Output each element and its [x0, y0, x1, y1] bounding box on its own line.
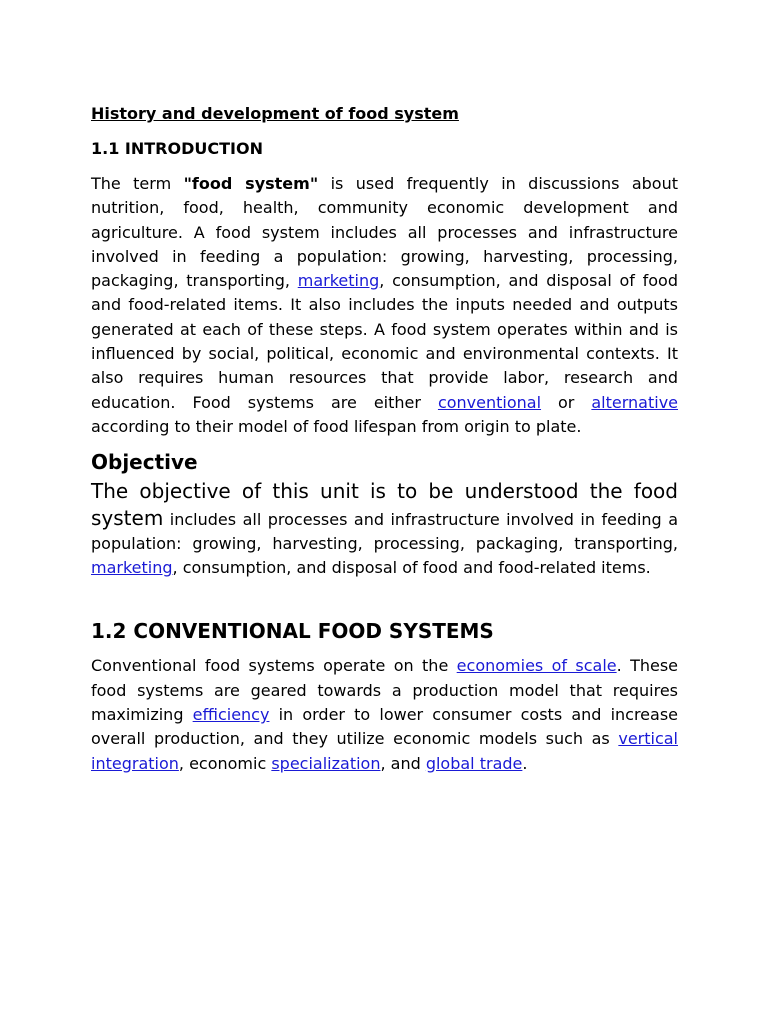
intro-text-1: The term	[91, 174, 184, 193]
link-marketing-objective[interactable]: marketing	[91, 558, 173, 578]
document-content	[91, 102, 678, 776]
conventional-text-5: , and	[380, 753, 426, 773]
conventional-text-2: . These food systems are geared towards a production model that requires maximizing	[91, 656, 679, 725]
section-heading-conventional: 1.2 CONVENTIONAL FOOD SYSTEMS	[91, 619, 494, 644]
conventional-paragraph	[91, 654, 678, 775]
objective-lead-text: The objective of this unit is to be understood the food system	[91, 479, 678, 530]
objective-text-1: includes all processes and infrastructure involved in feeding a population: growing, harvesting, processing, packaging, transporting,	[91, 509, 678, 553]
conventional-text-1: Conventional food systems operate on the	[91, 656, 457, 676]
section-heading-introduction: 1.1 INTRODUCTION	[91, 139, 263, 158]
link-alternative[interactable]: alternative	[591, 392, 679, 412]
link-conventional[interactable]: conventional	[437, 392, 542, 412]
conventional-text-3: in order to lower consumer costs and increase overall production, and they utilize economic models such as	[91, 705, 679, 749]
link-vertical-integration[interactable]: vertical integration	[91, 729, 678, 773]
objective-text-2: , consumption, and disposal of food and food-related items.	[172, 558, 651, 578]
intro-text-5: according to their model of food lifespan from origin to plate.	[91, 416, 582, 436]
intro-text-4: or	[541, 392, 592, 412]
document-title: History and development of food system	[91, 104, 459, 123]
conventional-text-6: .	[522, 753, 528, 773]
intro-text-3: , consumption, and disposal of food and food-related items. It also includes the inputs needed and outputs generated at each of these steps. A food system operates within and is influenced by social, political, economic and environmental contexts. It also requires human resources that provide labor, research and education. Food systems are either	[91, 271, 678, 412]
link-efficiency[interactable]: efficiency	[192, 705, 270, 725]
link-marketing[interactable]: marketing	[297, 271, 380, 291]
link-economies-of-scale[interactable]: economies of scale	[456, 656, 617, 676]
conventional-text-4: , economic	[178, 753, 272, 773]
intro-text-2: is used frequently in discussions about nutrition, food, health, community economic development and agriculture. A food system includes all processes and infrastructure involved in feeding a population: growing, harvesting, processing, packaging, transporting,	[91, 174, 678, 291]
objective-paragraph	[91, 479, 678, 580]
objective-heading: Objective	[91, 450, 198, 475]
food-system-term: "food system"	[183, 174, 319, 193]
link-global-trade[interactable]: global trade	[425, 753, 523, 773]
link-specialization[interactable]: specialization	[271, 753, 381, 773]
intro-paragraph	[91, 172, 678, 439]
